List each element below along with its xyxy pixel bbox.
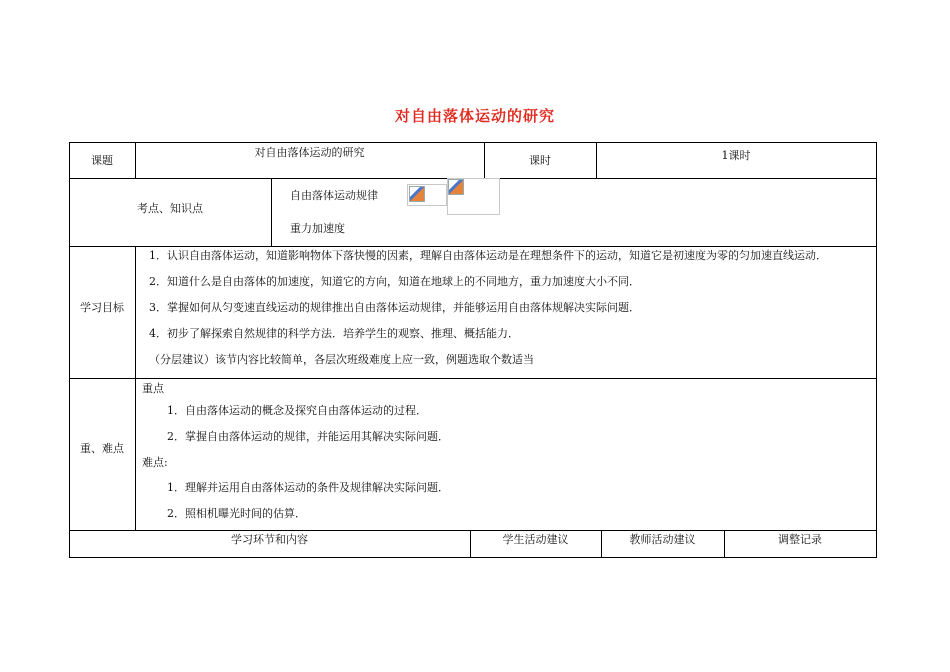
hours-value: 1课时 — [721, 149, 751, 162]
hours-label: 课时 — [529, 154, 551, 167]
tiered-suggestion: （分层建议）该节内容比较简单，各层次班级难度上应一致，例题选取个数适当 — [149, 353, 534, 366]
table-border-top — [69, 142, 877, 143]
column-header-adjust: 调整记录 — [778, 533, 822, 546]
column-header-student: 学生活动建议 — [502, 533, 569, 546]
learning-goal-item: 1．认识自由落体运动，知道影响物体下落快慢的因素，理解自由落体运动是在理想条件下的运动，知道它是初速度为零的匀加速直线运动． — [149, 249, 827, 262]
row-divider — [69, 246, 877, 247]
row-divider — [69, 378, 877, 379]
knowledge-point-item: 重力加速度 — [290, 222, 345, 235]
difficult-points-heading: 难点: — [142, 456, 168, 469]
difficult-point-item: 2．照相机曝光时间的估算． — [167, 507, 306, 520]
key-point-item: 1．自由落体运动的概念及探究自由落体运动的过程． — [167, 404, 427, 417]
difficult-point-item: 1．理解并运用自由落体运动的条件及规律解决实际问题． — [167, 481, 449, 494]
key-points-heading: 重点 — [142, 382, 164, 395]
learning-goal-item: 4．初步了解探索自然规律的科学方法．培养学生的观察、推理、概括能力． — [149, 327, 519, 340]
column-header-content: 学习环节和内容 — [231, 533, 308, 546]
topic-value: 对自由落体运动的研究 — [254, 146, 365, 159]
row-divider — [69, 530, 877, 531]
knowledge-point-item: 自由落体运动规律 — [290, 189, 378, 202]
lesson-plan-table — [69, 142, 877, 558]
learning-goal-item: 2．知道什么是自由落体的加速度，知道它的方向，知道在地球上的不同地方，重力加速度大小不同． — [149, 275, 640, 288]
key-point-item: 2．掌握自由落体运动的规律，并能运用其解决实际问题． — [167, 430, 449, 443]
table-border-right — [876, 142, 877, 558]
broken-image-icon — [409, 186, 425, 202]
column-header-teacher: 教师活动建议 — [629, 533, 696, 546]
learning-goal-item: 3．掌握如何从匀变速直线运动的规律推出自由落体运动规律，并能够运用自由落体规解决实际问题． — [149, 301, 640, 314]
col-divider — [135, 246, 136, 530]
topic-label: 课题 — [91, 154, 113, 167]
knowledge-point-label: 考点、知识点 — [137, 202, 203, 215]
learning-goals-label: 学习目标 — [80, 301, 124, 314]
page-title: 对自由落体运动的研究 — [394, 107, 555, 125]
table-border-bottom — [69, 557, 877, 558]
col-divider — [271, 178, 272, 246]
key-difficult-label: 重、难点 — [80, 442, 124, 455]
broken-image-icon — [448, 179, 464, 195]
